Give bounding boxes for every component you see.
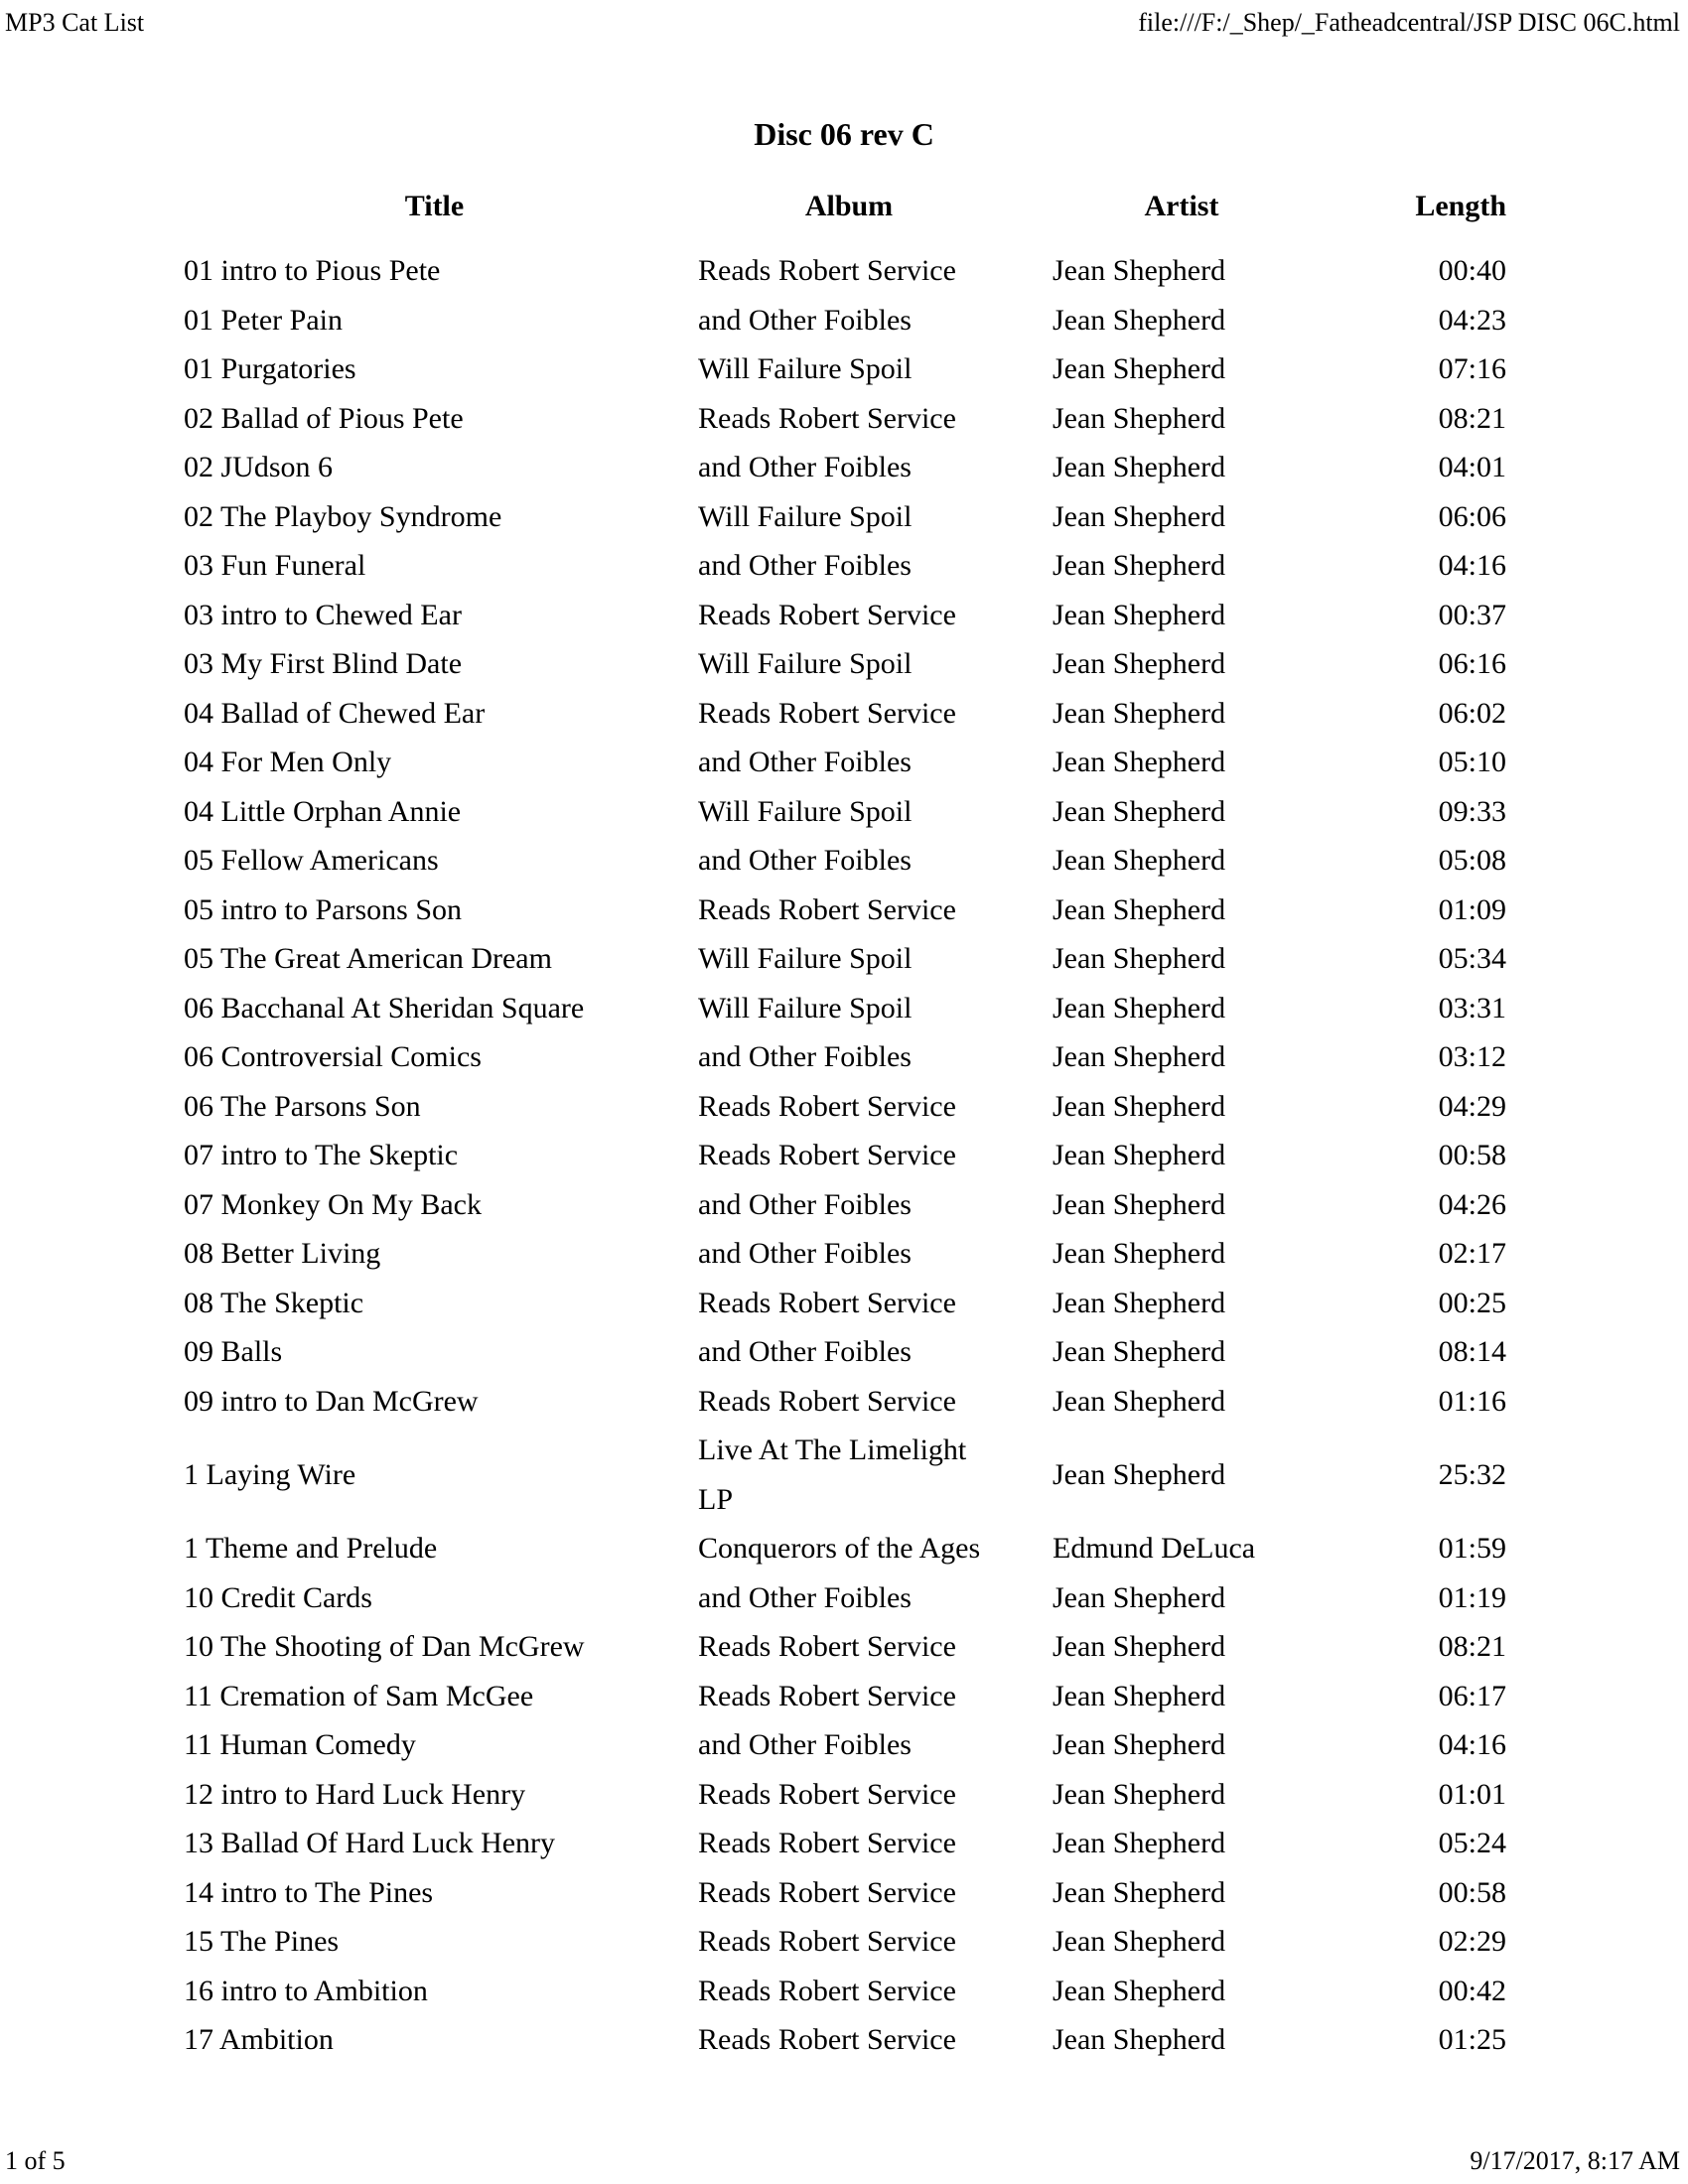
track-length-cell: 04:26 bbox=[1438, 1187, 1506, 1221]
table-row bbox=[184, 1967, 1506, 2016]
track-title-cell: 03 My First Blind Date bbox=[184, 647, 463, 680]
table-row bbox=[184, 1868, 1506, 1918]
track-artist-cell: Jean Shepherd bbox=[1053, 1040, 1226, 1073]
track-artist-cell: Jean Shepherd bbox=[1053, 1187, 1226, 1221]
track-length-cell: 06:02 bbox=[1438, 696, 1506, 730]
table-row bbox=[184, 1327, 1506, 1377]
track-title-cell: 15 The Pines bbox=[184, 1925, 340, 1958]
track-album-cell: and Other Foibles bbox=[698, 451, 912, 483]
track-album-cell: Reads Robert Service bbox=[698, 1875, 956, 1909]
track-title-cell: 05 The Great American Dream bbox=[184, 942, 552, 975]
track-length-cell: 25:32 bbox=[1438, 1457, 1506, 1491]
track-artist-cell: Jean Shepherd bbox=[1053, 303, 1226, 337]
track-length-cell: 01:19 bbox=[1438, 1580, 1506, 1614]
track-title-cell: 04 For Men Only bbox=[184, 746, 392, 778]
track-length-cell: 01:25 bbox=[1438, 2023, 1506, 2056]
track-artist-cell: Jean Shepherd bbox=[1053, 1827, 1226, 1859]
track-title-cell: 05 intro to Parsons Son bbox=[184, 892, 463, 926]
track-artist-cell: Jean Shepherd bbox=[1053, 647, 1226, 680]
track-title-cell: 02 Ballad of Pious Pete bbox=[184, 401, 464, 435]
track-artist-cell: Jean Shepherd bbox=[1053, 352, 1226, 385]
table-row bbox=[184, 1377, 1506, 1427]
track-artist-cell: Jean Shepherd bbox=[1053, 1286, 1226, 1319]
track-title-cell: 01 Purgatories bbox=[184, 352, 356, 385]
table-row bbox=[184, 1819, 1506, 1868]
track-artist-cell: Jean Shepherd bbox=[1053, 844, 1226, 877]
track-title-cell: 07 intro to The Skeptic bbox=[184, 1139, 459, 1171]
track-title-cell: 10 The Shooting of Dan McGrew bbox=[184, 1630, 585, 1663]
track-length-cell: 05:10 bbox=[1438, 746, 1506, 778]
table-row bbox=[184, 934, 1506, 984]
track-length-cell: 04:16 bbox=[1438, 549, 1506, 582]
track-album-cell: Will Failure Spoil bbox=[698, 647, 913, 680]
print-footer bbox=[5, 2146, 1680, 2176]
track-title-cell: 03 Fun Funeral bbox=[184, 549, 366, 582]
track-length-cell: 05:34 bbox=[1438, 942, 1506, 975]
track-title-cell: 10 Credit Cards bbox=[184, 1580, 372, 1614]
track-artist-cell: Jean Shepherd bbox=[1053, 1974, 1226, 2007]
table-row bbox=[184, 1622, 1506, 1672]
track-title-cell: 09 intro to Dan McGrew bbox=[184, 1384, 479, 1418]
track-album-cell: Reads Robert Service bbox=[698, 2023, 956, 2056]
track-artist-cell: Jean Shepherd bbox=[1053, 746, 1226, 778]
track-album-cell: Will Failure Spoil bbox=[698, 942, 913, 975]
track-length-cell: 04:01 bbox=[1438, 451, 1506, 483]
table-row bbox=[184, 1032, 1506, 1082]
track-length-cell: 03:31 bbox=[1438, 991, 1506, 1024]
track-artist-cell: Edmund DeLuca bbox=[1053, 1532, 1256, 1565]
track-title-cell: 11 Human Comedy bbox=[184, 1728, 416, 1761]
table-row bbox=[184, 984, 1506, 1033]
track-artist-cell: Jean Shepherd bbox=[1053, 451, 1226, 483]
track-album-cell: Reads Robert Service bbox=[698, 254, 956, 287]
track-album-cell: Will Failure Spoil bbox=[698, 794, 913, 828]
table-row bbox=[184, 344, 1506, 394]
table-row bbox=[184, 787, 1506, 837]
track-length-cell: 02:29 bbox=[1438, 1925, 1506, 1958]
track-artist-cell: Jean Shepherd bbox=[1053, 942, 1226, 975]
track-title-cell: 1 Laying Wire bbox=[184, 1457, 356, 1491]
table-row bbox=[184, 1573, 1506, 1623]
table-row bbox=[184, 1672, 1506, 1721]
track-artist-cell: Jean Shepherd bbox=[1053, 499, 1226, 533]
table-row bbox=[184, 2015, 1506, 2065]
track-length-cell: 00:42 bbox=[1438, 1974, 1506, 2007]
track-artist-cell: Jean Shepherd bbox=[1053, 696, 1226, 730]
track-album-cell: Reads Robert Service bbox=[698, 1827, 956, 1859]
track-artist-cell: Jean Shepherd bbox=[1053, 598, 1226, 631]
track-length-cell: 00:25 bbox=[1438, 1286, 1506, 1319]
track-album-cell: and Other Foibles bbox=[698, 1728, 912, 1761]
track-album-cell: Reads Robert Service bbox=[698, 1974, 956, 2007]
track-title-cell: 01 intro to Pious Pete bbox=[184, 254, 441, 287]
page-title: Disc 06 rev C bbox=[754, 116, 934, 152]
track-length-cell: 00:40 bbox=[1438, 254, 1506, 287]
track-artist-cell: Jean Shepherd bbox=[1053, 991, 1226, 1024]
track-length-cell: 01:16 bbox=[1438, 1384, 1506, 1418]
table-row bbox=[184, 296, 1506, 345]
track-album-cell: Reads Robert Service bbox=[698, 598, 956, 631]
track-table-body bbox=[184, 246, 1506, 2065]
track-table bbox=[184, 182, 1506, 2065]
table-row bbox=[184, 1917, 1506, 1967]
track-album-cell: and Other Foibles bbox=[698, 1580, 912, 1614]
track-length-cell: 09:33 bbox=[1438, 794, 1506, 828]
table-row bbox=[184, 492, 1506, 542]
track-artist-cell: Jean Shepherd bbox=[1053, 892, 1226, 926]
track-album-cell: Reads Robert Service bbox=[698, 401, 956, 435]
track-title-cell: 06 Bacchanal At Sheridan Square bbox=[184, 991, 585, 1024]
track-title-cell: 12 intro to Hard Luck Henry bbox=[184, 1777, 526, 1811]
track-length-cell: 03:12 bbox=[1438, 1040, 1506, 1073]
track-length-cell: 00:58 bbox=[1438, 1139, 1506, 1171]
track-length-cell: 05:24 bbox=[1438, 1827, 1506, 1859]
print-header bbox=[5, 8, 1680, 38]
track-album-cell: Reads Robert Service bbox=[698, 1286, 956, 1319]
track-artist-cell: Jean Shepherd bbox=[1053, 1335, 1226, 1368]
track-title-cell: 02 JUdson 6 bbox=[184, 451, 334, 483]
track-title-cell: 1 Theme and Prelude bbox=[184, 1532, 438, 1565]
track-album-cell: Live At The Limelight LP bbox=[698, 1433, 967, 1516]
track-length-cell: 01:59 bbox=[1438, 1532, 1506, 1565]
track-artist-cell: Jean Shepherd bbox=[1053, 2023, 1226, 2056]
track-album-cell: and Other Foibles bbox=[698, 549, 912, 582]
track-album-cell: Conquerors of the Ages bbox=[698, 1532, 981, 1565]
track-artist-cell: Jean Shepherd bbox=[1053, 254, 1226, 287]
track-album-cell: and Other Foibles bbox=[698, 1187, 912, 1221]
table-row bbox=[184, 738, 1506, 787]
table-row bbox=[184, 1229, 1506, 1279]
track-album-cell: Reads Robert Service bbox=[698, 696, 956, 730]
table-row bbox=[184, 1131, 1506, 1180]
track-album-cell: Reads Robert Service bbox=[698, 892, 956, 926]
track-length-cell: 05:08 bbox=[1438, 844, 1506, 877]
track-artist-cell: Jean Shepherd bbox=[1053, 549, 1226, 582]
table-row bbox=[184, 1720, 1506, 1770]
table-row bbox=[184, 639, 1506, 689]
column-header-album: Album bbox=[804, 190, 894, 222]
track-album-cell: Will Failure Spoil bbox=[698, 499, 913, 533]
track-album-cell: Reads Robert Service bbox=[698, 1777, 956, 1811]
track-album-cell: Reads Robert Service bbox=[698, 1925, 956, 1958]
table-row bbox=[184, 591, 1506, 640]
track-length-cell: 06:16 bbox=[1438, 647, 1506, 680]
table-row bbox=[184, 394, 1506, 444]
track-length-cell: 08:21 bbox=[1438, 401, 1506, 435]
track-album-cell: and Other Foibles bbox=[698, 1237, 912, 1270]
track-length-cell: 06:06 bbox=[1438, 499, 1506, 533]
print-footer-page-number: 1 of 5 bbox=[5, 2146, 66, 2175]
track-length-cell: 06:17 bbox=[1438, 1679, 1506, 1712]
track-title-cell: 13 Ballad Of Hard Luck Henry bbox=[184, 1827, 556, 1859]
track-artist-cell: Jean Shepherd bbox=[1053, 1139, 1226, 1171]
track-title-cell: 03 intro to Chewed Ear bbox=[184, 598, 462, 631]
track-artist-cell: Jean Shepherd bbox=[1053, 1384, 1226, 1418]
track-album-cell: and Other Foibles bbox=[698, 1335, 912, 1368]
track-title-cell: 16 intro to Ambition bbox=[184, 1974, 428, 2007]
table-row bbox=[184, 1082, 1506, 1132]
track-album-cell: and Other Foibles bbox=[698, 844, 912, 877]
table-row bbox=[184, 443, 1506, 492]
track-artist-cell: Jean Shepherd bbox=[1053, 1777, 1226, 1811]
table-header-row bbox=[184, 182, 1506, 246]
track-album-cell: and Other Foibles bbox=[698, 303, 912, 337]
table-row bbox=[184, 541, 1506, 591]
track-album-cell: Will Failure Spoil bbox=[698, 352, 913, 385]
table-row bbox=[184, 886, 1506, 935]
table-row bbox=[184, 1426, 1506, 1524]
table-row bbox=[184, 1524, 1506, 1573]
track-length-cell: 07:16 bbox=[1438, 352, 1506, 385]
track-title-cell: 07 Monkey On My Back bbox=[184, 1187, 482, 1221]
track-title-cell: 01 Peter Pain bbox=[184, 303, 343, 337]
track-length-cell: 01:01 bbox=[1438, 1777, 1506, 1811]
track-artist-cell: Jean Shepherd bbox=[1053, 1925, 1226, 1958]
track-title-cell: 04 Little Orphan Annie bbox=[184, 794, 462, 828]
print-header-doc-title: MP3 Cat List bbox=[5, 8, 145, 37]
track-artist-cell: Jean Shepherd bbox=[1053, 1875, 1226, 1909]
track-length-cell: 08:14 bbox=[1438, 1335, 1506, 1368]
track-length-cell: 04:16 bbox=[1438, 1728, 1506, 1761]
track-album-cell: Reads Robert Service bbox=[698, 1679, 956, 1712]
track-length-cell: 04:29 bbox=[1438, 1089, 1506, 1123]
track-title-cell: 17 Ambition bbox=[184, 2023, 334, 2056]
table-row bbox=[184, 689, 1506, 739]
table-row bbox=[184, 1770, 1506, 1820]
track-title-cell: 14 intro to The Pines bbox=[184, 1875, 434, 1909]
track-title-cell: 05 Fellow Americans bbox=[184, 844, 439, 877]
track-title-cell: 08 The Skeptic bbox=[184, 1286, 364, 1319]
track-length-cell: 00:37 bbox=[1438, 598, 1506, 631]
track-length-cell: 08:21 bbox=[1438, 1630, 1506, 1663]
column-header-artist: Artist bbox=[1144, 190, 1219, 222]
track-album-cell: and Other Foibles bbox=[698, 1040, 912, 1073]
track-album-cell: Reads Robert Service bbox=[698, 1139, 956, 1171]
print-footer-timestamp: 9/17/2017, 8:17 AM bbox=[1470, 2146, 1680, 2175]
track-length-cell: 01:09 bbox=[1438, 892, 1506, 926]
column-header-length: Length bbox=[1415, 190, 1506, 222]
track-album-cell: Reads Robert Service bbox=[698, 1089, 956, 1123]
track-artist-cell: Jean Shepherd bbox=[1053, 1237, 1226, 1270]
track-length-cell: 04:23 bbox=[1438, 303, 1506, 337]
track-artist-cell: Jean Shepherd bbox=[1053, 1089, 1226, 1123]
track-album-cell: Will Failure Spoil bbox=[698, 991, 913, 1024]
print-header-file-url: file:///F:/_Shep/_Fatheadcentral/JSP DISC 06C.html bbox=[1138, 8, 1680, 37]
track-length-cell: 02:17 bbox=[1438, 1237, 1506, 1270]
table-row bbox=[184, 836, 1506, 886]
table-row bbox=[184, 246, 1506, 296]
track-length-cell: 00:58 bbox=[1438, 1875, 1506, 1909]
track-title-cell: 06 Controversial Comics bbox=[184, 1040, 482, 1073]
track-album-cell: Reads Robert Service bbox=[698, 1630, 956, 1663]
table-row bbox=[184, 1180, 1506, 1230]
track-artist-cell: Jean Shepherd bbox=[1053, 401, 1226, 435]
track-title-cell: 11 Cremation of Sam McGee bbox=[184, 1679, 534, 1712]
track-artist-cell: Jean Shepherd bbox=[1053, 1728, 1226, 1761]
track-title-cell: 06 The Parsons Son bbox=[184, 1089, 421, 1123]
track-artist-cell: Jean Shepherd bbox=[1053, 1630, 1226, 1663]
track-artist-cell: Jean Shepherd bbox=[1053, 794, 1226, 828]
track-title-cell: 02 The Playboy Syndrome bbox=[184, 499, 502, 533]
track-title-cell: 09 Balls bbox=[184, 1335, 283, 1368]
track-artist-cell: Jean Shepherd bbox=[1053, 1679, 1226, 1712]
track-artist-cell: Jean Shepherd bbox=[1053, 1580, 1226, 1614]
track-title-cell: 08 Better Living bbox=[184, 1237, 381, 1270]
table-row bbox=[184, 1279, 1506, 1328]
track-artist-cell: Jean Shepherd bbox=[1053, 1457, 1226, 1491]
column-header-title: Title bbox=[404, 190, 465, 222]
track-album-cell: and Other Foibles bbox=[698, 746, 912, 778]
track-album-cell: Reads Robert Service bbox=[698, 1384, 956, 1418]
track-title-cell: 04 Ballad of Chewed Ear bbox=[184, 696, 486, 730]
